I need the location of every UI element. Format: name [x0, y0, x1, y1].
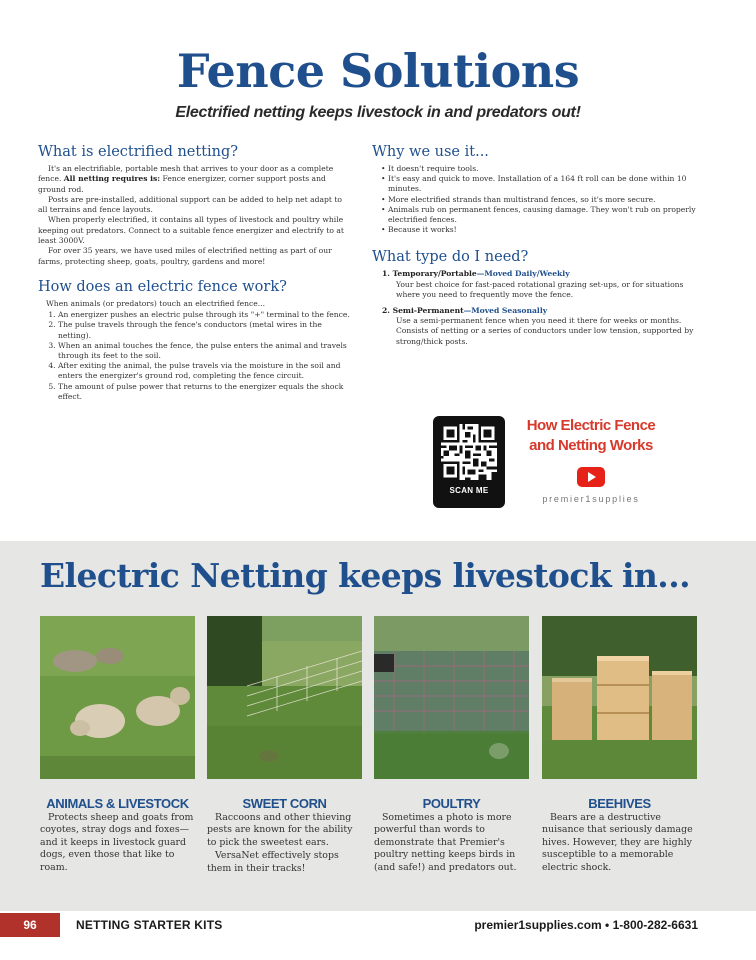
how-works-intro: When animals (or predators) touch an electrified fence... [46, 298, 265, 308]
how-works-step: 2. The pulse travels through the fence's conductors (metal wires in the netting). [58, 320, 350, 340]
how-works-step: 4. After exiting the animal, the pulse travels via the moisture in the soil and enters the energizer's ground rod, completing the fence circuit. [58, 361, 350, 381]
type-tag: —Moved Seasonally [463, 306, 548, 316]
corn-field-photo [207, 616, 362, 779]
why-use-item: • It's easy and quick to move. Installation of a 164 ft roll can be done within 10 minutes. [382, 174, 702, 194]
what-is-paragraph-2: Posts are pre-installed, additional support can be added to help net adapt to all terrains and fence layouts. [38, 194, 342, 215]
why-use-item: • More electrified strands than multistrand fences, so it's more secure. [382, 195, 702, 205]
type-item-semi-permanent: 2. Semi-Permanent—Moved Seasonally Use a semi-permanent fence when you need it there for weeks or months. Consists of netting or a series of conductors under low tension, supported by strong/thick posts. [382, 306, 702, 347]
type-name: Temporary/Portable [392, 269, 477, 279]
card-animals [40, 616, 195, 874]
qr-code-icon [441, 424, 497, 480]
how-works-steps [38, 310, 350, 402]
how-works-step: 5. The amount of pulse power that returns to the energizer equals the shock effect. [58, 382, 350, 402]
card-title: ANIMALS & LIVESTOCK [46, 796, 189, 811]
card-text: Protects sheep and goats from coyotes, stray dogs and foxes—and it keeps in livestock guard dogs, even those that like to roam. [40, 812, 194, 873]
card-text: Sometimes a photo is more powerful than words to demonstrate that Premier's poultry netting keeps birds in (and safe!) and predators out. [374, 812, 517, 873]
how-works-heading: How does an electric fence work? [38, 278, 287, 295]
what-type-heading: What type do I need? [372, 249, 529, 266]
video-link-title[interactable]: How Electric Fence and Netting Works [526, 417, 656, 454]
beehives-photo [542, 616, 697, 779]
type-tag: —Moved Daily/Weekly [476, 269, 570, 279]
card-beehives [542, 616, 697, 874]
how-works-step: 3. When an animal touches the fence, the pulse enters the animal and travels through its feet to the soil. [58, 341, 350, 361]
card-sweet-corn [207, 616, 362, 875]
what-type-list [372, 269, 702, 346]
type-name: Semi-Permanent [392, 306, 464, 316]
type-desc: Your best choice for fast-paced rotational grazing set-ups, or for situations where you need to frequently move the fence. [396, 279, 684, 299]
card-poultry [374, 616, 529, 874]
what-is-paragraph-4: For over 35 years, we have used miles of electrified netting as part of our farms, protecting sheep, goats, poultry, gardens and more! [38, 246, 332, 266]
what-is-paragraph-1: It's an electrifiable, portable mesh that arrives to your door as a complete fence. All netting requires is: Fence energizer, corner support posts and ground rod. [38, 164, 334, 194]
how-works-step: 1. An energizer pushes an electric pulse through its "+" terminal to the fence. [58, 310, 350, 320]
why-use-item: • Because it works! [382, 225, 702, 235]
page-subtitle: Electrified netting keeps livestock in and predators out! [175, 104, 581, 121]
why-use-item: • Animals rub on permanent fences, causing damage. They won't rub on properly electrified fences. [382, 205, 702, 225]
what-is-paragraph-3: When properly electrified, it contains all types of livestock and poultry while keeping out predators. Connect to a suitable fence energizer and electrify to at least 3000V. [38, 215, 344, 246]
page-footer [0, 913, 756, 937]
page-title: Fence Solutions [176, 44, 580, 98]
card-title: SWEET CORN [242, 796, 327, 811]
gallery-heading: Electric Netting keeps livestock in... [40, 556, 690, 595]
type-item-temporary: 1. Temporary/Portable—Moved Daily/Weekly Your best choice for fast-paced rotational grazing set-ups, or for situations where you need to frequently move the fence. [382, 269, 702, 300]
right-column [372, 144, 702, 353]
qr-code-card[interactable] [433, 416, 505, 508]
why-use-heading: Why we use it... [372, 144, 489, 160]
card-text: Raccoons and other thieving pests are known for the ability to pick the sweetest ears. [207, 812, 353, 848]
left-column [38, 144, 350, 402]
footer-section-title: NETTING STARTER KITS [76, 918, 223, 932]
card-text: VersaNet effectively stops them in their tracks! [207, 850, 339, 874]
youtube-play-icon[interactable] [577, 467, 605, 487]
card-title: POULTRY [422, 796, 481, 811]
qr-scan-label: SCAN ME [449, 486, 489, 495]
sheep-photo [40, 616, 195, 779]
card-title: BEEHIVES [588, 796, 651, 811]
why-use-item: • It doesn't require tools. [382, 164, 702, 174]
what-is-heading: What is electrified netting? [38, 144, 239, 160]
page-number: 96 [0, 913, 60, 937]
why-use-list [372, 164, 702, 235]
type-desc: Use a semi-permanent fence when you need it there for weeks or months. Consists of netting or a series of conductors under low tension, supported by strong/thick posts. [396, 316, 694, 346]
brand-wordmark: premier1supplies [542, 494, 640, 504]
poultry-photo [374, 616, 529, 779]
card-text: Bears are a destructive nuisance that seriously damage hives. However, they are highly susceptible to a memorable electric shock. [542, 812, 693, 873]
footer-contact[interactable]: premier1supplies.com • 1-800-282-6631 [474, 918, 698, 932]
